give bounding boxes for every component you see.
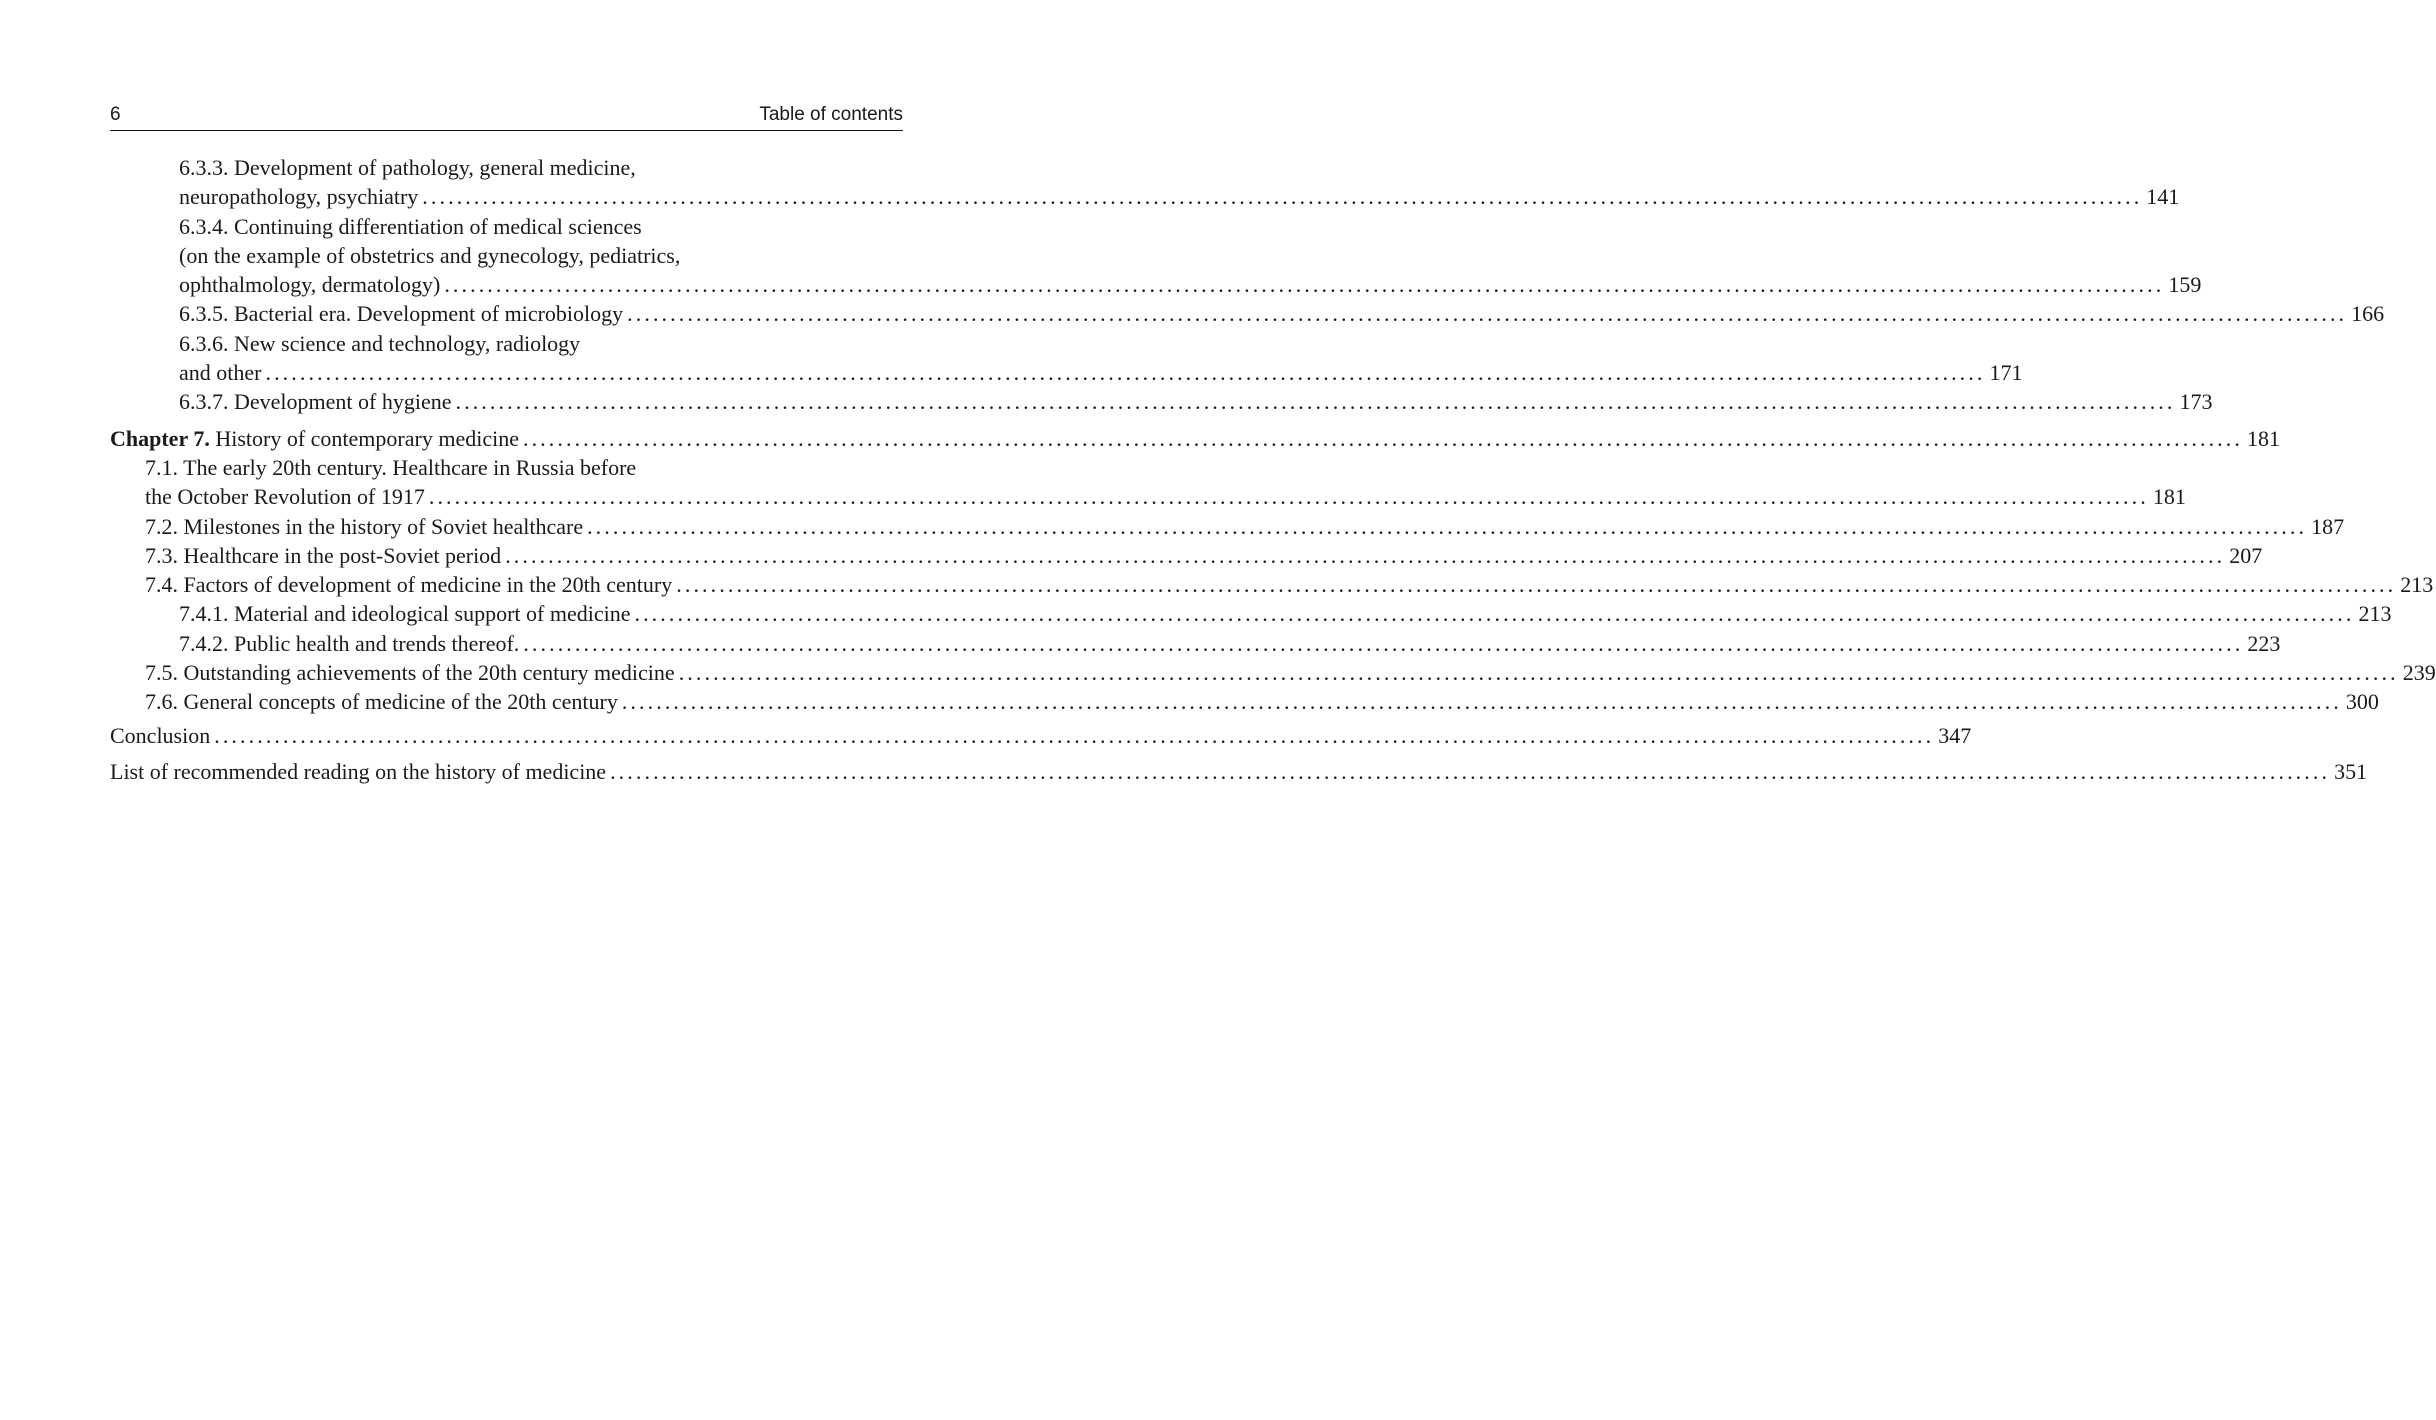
toc-entry: [110, 721, 1972, 750]
toc-entry-page: 141: [2146, 184, 2180, 210]
dot-leader: ........................................................................................................................................................................................................: [455, 389, 2176, 415]
toc-entry: [110, 212, 2202, 300]
toc-entry-title-line: 6.3.4. Continuing differentiation of medical sciences: [179, 213, 642, 239]
toc-entry-page: 166: [2351, 301, 2385, 327]
toc-entry: [110, 153, 2180, 212]
dot-leader: ........................................................................................................................................................................................................: [676, 572, 2397, 598]
toc-entry-title-line: 7.4.2. Public health and trends thereof.: [179, 630, 520, 656]
dot-leader: ........................................................................................................................................................................................................: [634, 601, 2355, 627]
toc-entry-page: 181: [2246, 425, 2280, 451]
toc-entry-title-line: and other: [179, 360, 262, 386]
dot-leader: ........................................................................................................................................................................................................: [265, 360, 1986, 386]
toc-entry-title-line: 7.1. The early 20th century. Healthcare in Russia before: [145, 454, 637, 480]
toc-entry-title-line: the October Revolution of 1917: [145, 484, 425, 510]
dot-leader: ........................................................................................................................................................................................................: [621, 689, 2342, 715]
toc-entry-page: 159: [2168, 272, 2202, 298]
toc-entry-page: 213: [2400, 572, 2434, 598]
dot-leader: ........................................................................................................................................................................................................: [444, 272, 2165, 298]
toc-entry-title-line: 7.2. Milestones in the history of Soviet healthcare: [145, 513, 584, 539]
toc-entry-title-line: Conclusion: [110, 722, 211, 748]
toc-entry: [110, 387, 2213, 416]
toc-chapter-title: [110, 424, 519, 453]
dot-leader: ........................................................................................................................................................................................................: [214, 722, 1935, 748]
dot-leader: ........................................................................................................................................................................................................: [523, 630, 2244, 656]
toc-entry-title-line: 6.3.7. Development of hygiene: [179, 389, 452, 415]
table-of-contents: [110, 153, 2436, 786]
toc-entry-page: 213: [2358, 601, 2392, 627]
dot-leader: ........................................................................................................................................................................................................: [422, 184, 2143, 210]
toc-entry: [110, 658, 2436, 687]
toc-entry-page: 239: [2402, 660, 2436, 686]
toc-entry: [110, 329, 2023, 388]
toc-entry-page: 187: [2311, 513, 2345, 539]
toc-entry-page: 347: [1938, 722, 1972, 748]
toc-entry-title-line: 6.3.3. Development of pathology, general medicine,: [179, 155, 636, 180]
dot-leader: ........................................................................................................................................................................................................: [587, 513, 2308, 539]
toc-entry-page: 181: [2152, 484, 2186, 510]
toc-entry-title-line: ophthalmology, dermatology): [179, 272, 441, 298]
toc-entry: [110, 453, 2186, 512]
toc-entry: [110, 757, 2368, 786]
toc-entry-title-line: (on the example of obstetrics and gynecology, pediatrics,: [179, 242, 681, 268]
toc-entry-title-line: neuropathology, psychiatry: [179, 184, 419, 210]
toc-entry-page: 171: [1989, 360, 2023, 386]
toc-entry-title-line: History of contemporary medicine: [209, 425, 519, 451]
toc-entry: [110, 629, 2281, 658]
toc-entry-page: 207: [2229, 542, 2263, 568]
toc-entry-title-line: 7.5. Outstanding achievements of the 20th century medicine: [145, 660, 675, 686]
toc-entry-title-line: 7.3. Healthcare in the post-Soviet period: [145, 542, 502, 568]
toc-entry-title-line: 6.3.6. New science and technology, radiology: [179, 330, 581, 356]
dot-leader: ........................................................................................................................................................................................................: [522, 425, 2243, 451]
toc-entry-page: 300: [2345, 689, 2379, 715]
dot-leader: ........................................................................................................................................................................................................: [505, 542, 2226, 568]
toc-entry-page: 173: [2179, 389, 2213, 415]
toc-entry-title-line: List of recommended reading on the history of medicine: [110, 758, 607, 784]
page-number: 6: [110, 104, 121, 125]
toc-entry: [110, 570, 2434, 599]
toc-entry: [110, 299, 2385, 328]
dot-leader: ........................................................................................................................................................................................................: [678, 660, 2399, 686]
toc-entry-page: 223: [2247, 630, 2281, 656]
toc-entry-title-line: 7.6. General concepts of medicine of the 20th century: [145, 689, 618, 715]
toc-entry: [110, 599, 2392, 628]
toc-entry-page: 351: [2334, 758, 2368, 784]
toc-entry: [110, 512, 2345, 541]
toc-entry: [110, 541, 2263, 570]
running-head-title: Table of contents: [759, 104, 903, 125]
chapter-label: Chapter 7.: [110, 425, 210, 451]
toc-entry-title-line: 7.4.1. Material and ideological support of medicine: [179, 601, 631, 627]
dot-leader: ........................................................................................................................................................................................................: [610, 758, 2331, 784]
toc-entry-title-line: 7.4. Factors of development of medicine in the 20th century: [145, 572, 673, 598]
dot-leader: ........................................................................................................................................................................................................: [428, 484, 2149, 510]
toc-entry-title-line: 6.3.5. Bacterial era. Development of microbiology: [179, 301, 624, 327]
toc-chapter-entry: [110, 424, 2280, 453]
dot-leader: ........................................................................................................................................................................................................: [627, 301, 2348, 327]
running-header: [110, 100, 903, 131]
toc-entry: [110, 687, 2379, 716]
